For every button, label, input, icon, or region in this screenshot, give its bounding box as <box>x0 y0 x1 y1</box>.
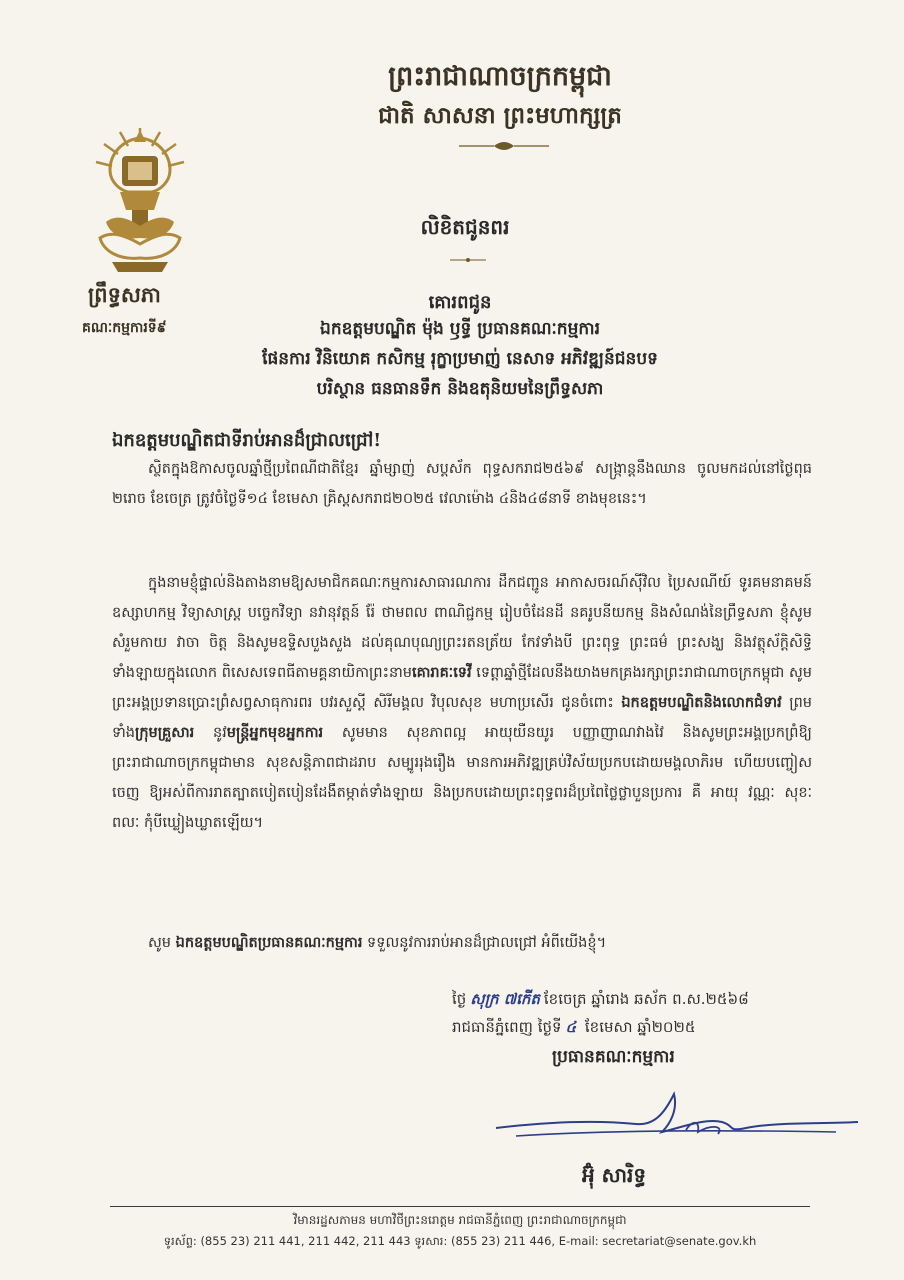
paragraph-closing <box>112 928 812 958</box>
blessing-text-d: នូវ <box>194 725 227 741</box>
blessing-text-b: ទេព្តាឆ្នាំថ្មីដែលនឹងយាងមកគ្រងរក្សាព្រះរាជាណាចក្រកម្ពុជា សូមព្រះអង្គប្រទានប្រោះព្រំសព្វសាធុការពរ បវរសួស្តី សិរីមង្គល វិបុលសុខ មហាប្រសើរ ជូនចំពោះ <box>112 665 812 711</box>
senate-emblem-icon <box>92 126 188 276</box>
handwritten-signature <box>486 1080 866 1160</box>
blessing-text-e: សូមមាន សុខភាពល្អ អាយុយឺនយូរ បញ្ញាញាណវាងវៃ និងសូមព្រះអង្គប្រកព្រំឱ្យព្រះរាជាណាចក្រកម្ពុជាមាន សុខសន្តិភាពជាដរាប សម្បូររុងរឿង មានការអភិវឌ្ឍគ្រប់វិស័យប្រកបដោយមង្គលាភិរម ហើយបញ្ចៀសចេញ ឱ្យអស់ពីការរាតត្បាតបៀតបៀនដែងឹតម្កាត់ទាំងឡាយ និងប្រកបដោយព្រះពុទ្ធពរដ៏ប្រពៃថ្លៃថ្លាបួនប្រការ គឺ អាយុ វណ្ណៈ សុខៈ ពលៈ កុំបីឃ្លៀងឃ្លាតឡើយ។ <box>112 725 813 831</box>
addressee-committee-line1: ផែនការ វិនិយោគ កសិកម្ម រុក្ខាប្រមាញ់ នេសាទ អភិវឌ្ឍន៍ជនបទ <box>262 349 658 369</box>
blessing-text-c: ព្រមទាំង <box>112 695 812 741</box>
signer-title: ប្រធានគណៈកម្មការ <box>552 1047 675 1067</box>
excellency-and-spouse: ឯកឧត្តមបណ្ឌិតនិងលោកជំទាវ <box>621 694 782 711</box>
lunar-date-handwritten: សុក្រ ៧កើត <box>470 990 540 1008</box>
solar-date-prefix: រាជធានីភ្នំពេញ ថ្ងៃទី <box>452 1018 562 1036</box>
solar-date-handwritten: ៤ <box>565 1018 577 1036</box>
title-ornament <box>448 256 488 264</box>
paragraph-blessing <box>112 568 812 838</box>
signer-name: អ៊ុំ សារិទ្ធ <box>582 1163 647 1187</box>
closing-text-a: សូម <box>148 935 176 951</box>
addressee-name: ឯកឧត្តមបណ្ឌិត ម៉ុង ឫទ្ធី ប្រធានគណៈកម្មការ <box>320 319 600 339</box>
lunar-date-suffix: ខែចេត្រ ឆ្នាំរោង ឆស័ក ព.ស.២៥៦៨ <box>543 990 749 1008</box>
salutation: ឯកឧត្តមបណ្ឌិតជាទីរាប់អានដ៏ជ្រាលជ្រៅ! <box>112 430 382 451</box>
footer-divider <box>110 1206 810 1207</box>
lunar-date-prefix: ថ្ងៃ <box>452 990 467 1008</box>
closing-text-b: ទទួលនូវការរាប់អានដ៏ជ្រាលជ្រៅ អំពីយើងខ្ញុំ។ <box>362 935 607 951</box>
national-motto: ជាតិ សាសនា ព្រះមហាក្សត្រ <box>378 102 622 129</box>
blessing-text-a: ក្នុងនាមខ្ញុំផ្ទាល់និងតាងនាមឱ្យសមាជិកគណៈកម្មការសាធារណការ ដឹកជញ្ជូន អាកាសចរណ៍ស៊ីវិល ប្រៃសណីយ៍ ទូរគមនាគមន៍ ឧស្សាហកម្ម វិទ្យាសាស្ត្រ បច្ចេកវិទ្យា នវានុវត្តន៍ រ៉ែ ថាមពល ពាណិជ្ជកម្ម រៀបចំដែនដី នគរូបនីយកម្ម និងសំណង់នៃព្រឹទ្ធសភា ខ្ញុំសូមសំរួមកាយ វាចា ចិត្ត និងសូមឧទ្ទិសបួងសួង ដល់គុណបុណ្យព្រះរតនត្រ័យ កែវទាំងបី ព្រះពុទ្ធ ព្រះធម៌ ព្រះសង្ឃ និងវត្ថុស័ក្តិសិទ្ធិទាំងឡាយក្នុងលោក ពិសេសទេពធីតាមគ្គនាយិកាព្រះនាម <box>112 575 812 681</box>
paragraph-new-year: ស្ថិតក្នុងឱកាសចូលឆ្នាំថ្មីប្រពៃណីជាតិខ្មែរ ឆ្នាំម្សាញ់ សប្តស័ក ពុទ្ធសករាជ២៥៦៩ សង្ក្រាន្តនឹងឈាន ចូលមកដល់នៅថ្ងៃពុធ ២រោច ខែចេត្រ ត្រូវចំថ្ងៃទី១៤ ខែមេសា គ្រិស្តសករាជ២០២៥ វេលាម៉ោង ៤និង៤៨នាទី ខាងមុខនេះ។ <box>112 461 812 507</box>
footer-address: វិមានរដ្ឋសភាមន មហាវិថីព្រះនរោត្តម រាជធានីភ្នំពេញ ព្រះរាជាណាចក្រកម្ពុជា <box>293 1213 627 1227</box>
addressee-respect: គោរពជូន <box>428 292 492 313</box>
footer-contact: ទូរស័ព្ទ: (855 23) 211 441, 211 442, 211 443 ទូរសារ: (855 23) 211 446, E-mail: secretariat@senate.gov.kh <box>163 1234 757 1248</box>
heading-ornament <box>454 140 554 152</box>
lunar-date <box>452 990 812 1012</box>
closing-addressee: ឯកឧត្តមបណ្ឌិតប្រធានគណៈកម្មការ <box>175 934 363 951</box>
committee-number: គណៈកម្មការទី៩ <box>82 320 167 336</box>
senate-name: ព្រឹទ្ធសភា <box>88 282 161 307</box>
solar-date-suffix: ខែមេសា ឆ្នាំ២០២៥ <box>584 1018 696 1036</box>
document-type: លិខិតជូនពរ <box>420 215 510 239</box>
addressee-committee-line2: បរិស្ថាន ធនធានទឹក និងឧតុនិយមនៃព្រឹទ្ធសភា <box>316 379 604 399</box>
family: ក្រុមគ្រួសារ <box>135 724 195 741</box>
staff: មន្ត្រីអ្នកមុខអ្នកការ <box>226 724 324 741</box>
kingdom-heading: ព្រះរាជាណាចក្រកម្ពុជា <box>388 61 612 92</box>
deity-name: គោរាគៈទេវី <box>411 664 472 681</box>
solar-date <box>452 1018 812 1040</box>
